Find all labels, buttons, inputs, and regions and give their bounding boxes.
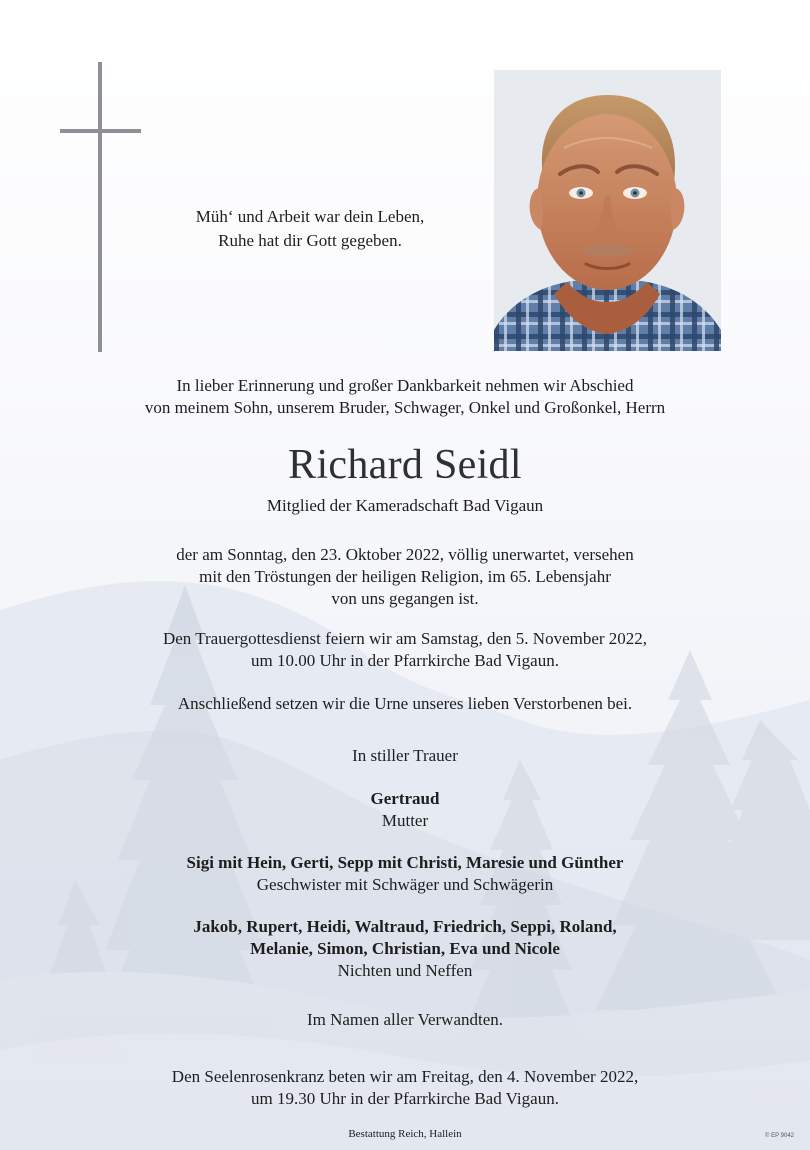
- service-line-1: Den Trauergottesdienst feiern wir am Samstag, den 5. November 2022,: [162, 629, 648, 648]
- nieces-line-2: Melanie, Simon, Christian, Eva und Nicole: [250, 939, 560, 958]
- service-line-2: um 10.00 Uhr in der Pfarrkirche Bad Vigaun.: [251, 651, 559, 670]
- portrait-photo: [494, 70, 721, 351]
- verse-line-2: Ruhe hat dir Gott gegeben.: [218, 231, 402, 250]
- membership-line: Mitglied der Kameradschaft Bad Vigaun: [266, 496, 544, 515]
- undertaker-line: Bestattung Reich, Hallein: [348, 1128, 462, 1140]
- rosary-line-1: Den Seelenrosenkranz beten wir am Freitag, den 4. November 2022,: [171, 1067, 639, 1086]
- mother-relation: Mutter: [381, 811, 429, 830]
- intro-line-1: In lieber Erinnerung und großer Dankbarkeit nehmen wir Abschied: [176, 376, 634, 395]
- death-line-1: der am Sonntag, den 23. Oktober 2022, völlig unerwartet, versehen: [176, 545, 634, 564]
- mourning-line: In stiller Trauer: [352, 746, 458, 765]
- siblings-names: Sigi mit Hein, Gerti, Sepp mit Christi, Maresie und Günther: [186, 853, 624, 872]
- mother-name: Gertraud: [370, 789, 440, 808]
- relatives-line: Im Namen aller Verwandten.: [306, 1010, 504, 1029]
- rosary-line-2: um 19.30 Uhr in der Pfarrkirche Bad Vigaun.: [251, 1089, 559, 1108]
- siblings-relation: Geschwister mit Schwäger und Schwägerin: [256, 875, 554, 894]
- cross-icon: [60, 62, 141, 352]
- nieces-line-1: Jakob, Rupert, Heidi, Waltraud, Friedrich, Seppi, Roland,: [193, 917, 617, 936]
- death-line-3: von uns gegangen ist.: [331, 589, 479, 608]
- print-code: © EP 9042: [765, 1133, 794, 1139]
- nieces-relation: Nichten und Neffen: [337, 961, 473, 980]
- death-line-2: mit den Tröstungen der heiligen Religion, im 65. Lebensjahr: [199, 567, 611, 586]
- intro-line-2: von meinem Sohn, unserem Bruder, Schwager, Onkel und Großonkel, Herrn: [144, 398, 666, 417]
- urn-line: Anschließend setzen wir die Urne unseres lieben Verstorbenen bei.: [177, 694, 633, 713]
- deceased-name: Richard Seidl: [288, 442, 522, 488]
- verse-line-1: Müh‘ und Arbeit war dein Leben,: [195, 207, 425, 226]
